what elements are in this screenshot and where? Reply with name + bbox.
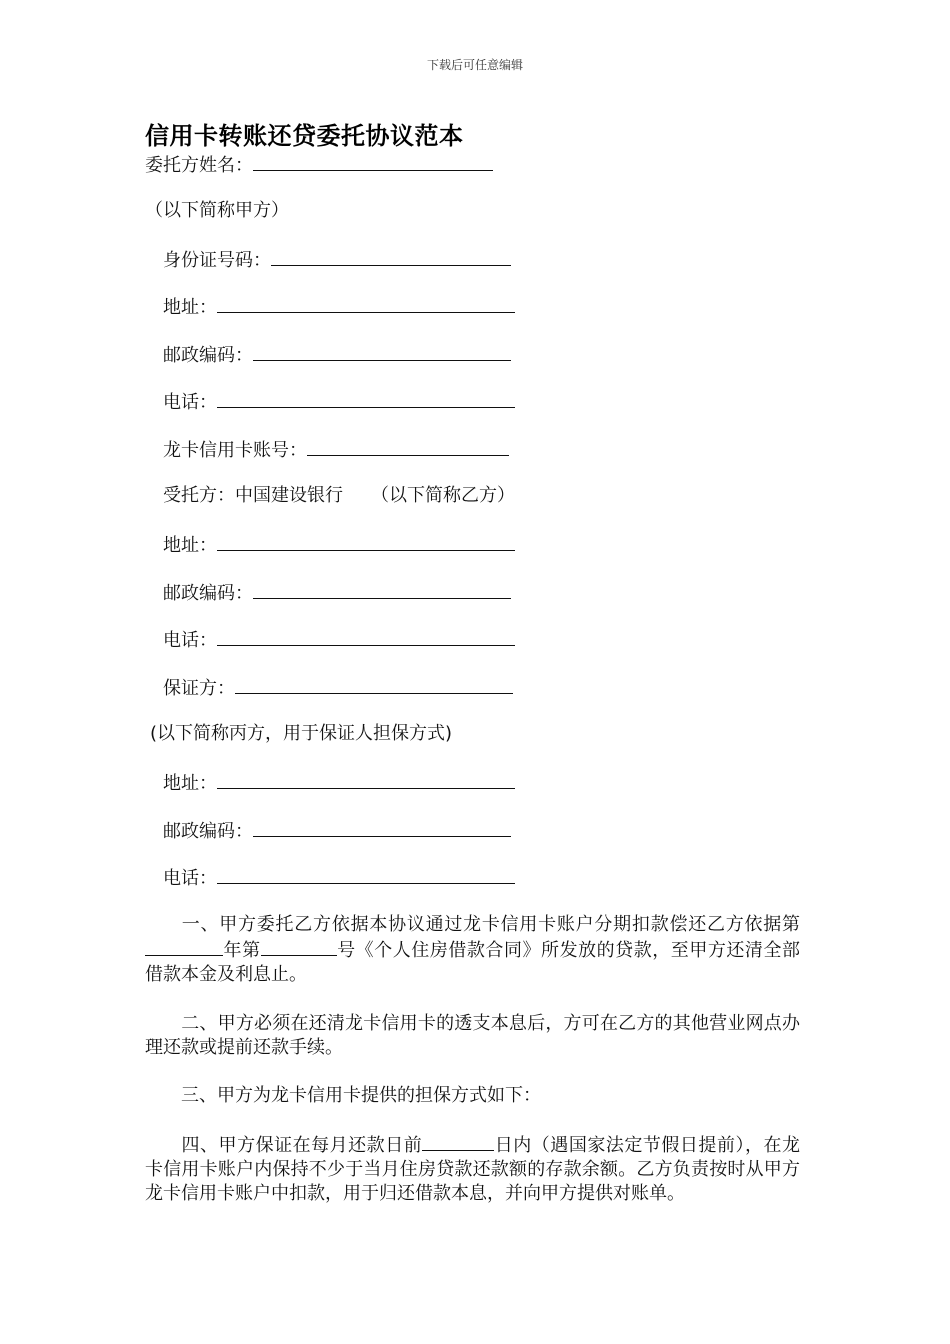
phone-c-row [163,865,515,891]
alias-b-label: （以下简称乙方） [371,485,515,506]
clause-4-blank-days[interactable] [422,1132,494,1151]
document-title: 信用卡转账还贷委托协议范本 [145,122,464,150]
trustee-row [163,484,515,508]
guarantor-row [163,675,513,701]
clause-3 [145,1084,800,1108]
id-number-blank[interactable] [271,247,511,266]
address-a-label: 地址： [163,297,217,318]
phone-c-blank[interactable] [217,865,515,884]
card-account-label: 龙卡信用卡账号： [163,440,307,461]
postcode-c-blank[interactable] [253,818,511,837]
postcode-a-blank[interactable] [253,342,511,361]
address-a-blank[interactable] [217,294,515,313]
clause-1-blank-number[interactable] [261,937,337,956]
phone-a-row [163,389,515,415]
clause-4-text-a: 四、甲方保证在每月还款日前 [181,1135,423,1156]
id-number-row [163,247,511,273]
address-b-blank[interactable] [217,532,515,551]
header-note: 下载后可任意编辑 [426,58,523,72]
postcode-b-row [163,580,511,606]
clause-1-text-c: 号《个人住房借款合同》所发放的贷款，至甲方还清全部借款本金及利息止。 [145,940,800,985]
alias-a-row: （以下简称甲方） [145,200,289,221]
phone-b-blank[interactable] [217,627,515,646]
postcode-b-label: 邮政编码： [163,583,253,604]
phone-b-row [163,627,515,653]
clause-1-text-b: 年第 [223,940,261,961]
address-b-label: 地址： [163,535,217,556]
postcode-b-blank[interactable] [253,580,511,599]
clause-1-text-a: 一、甲方委托乙方依据本协议通过龙卡信用卡账户分期扣款偿还乙方依据第 [181,914,800,935]
clause-2 [145,1012,800,1060]
phone-c-label: 电话： [163,868,217,889]
principal-name-row [145,152,493,178]
principal-name-label: 委托方姓名： [145,155,253,176]
address-c-blank[interactable] [217,770,515,789]
phone-a-blank[interactable] [217,389,515,408]
postcode-c-row [163,818,511,844]
postcode-a-row [163,342,511,368]
postcode-c-label: 邮政编码： [163,821,253,842]
card-account-blank[interactable] [307,437,509,456]
card-account-row [163,437,509,463]
address-c-label: 地址： [163,773,217,794]
id-number-label: 身份证号码： [163,250,271,271]
address-a-row [163,294,515,320]
clause-3-text: 三、甲方为龙卡信用卡提供的担保方式如下： [181,1085,541,1106]
principal-name-blank[interactable] [253,152,493,171]
clause-1 [145,913,800,987]
postcode-a-label: 邮政编码： [163,345,253,366]
clause-1-blank-year[interactable] [145,937,223,956]
trustee-label: 受托方：中国建设银行 [163,485,343,506]
phone-b-label: 电话： [163,630,217,651]
clause-4-text-b: 日内（遇国家法定节假日提前），在龙卡信用卡账户内保持不少于当月住房贷款还款额的存款余额。乙方负责按时从甲方龙卡信用卡账户中扣款，用于归还借款本息，并向甲方提供对账单。 [145,1135,801,1204]
alias-c-row: (以下简称丙方，用于保证人担保方式) [150,723,453,744]
guarantor-blank[interactable] [235,675,513,694]
clause-4 [145,1132,800,1206]
guarantor-label: 保证方： [163,678,235,699]
clause-2-text: 二、甲方必须在还清龙卡信用卡的透支本息后，方可在乙方的其他营业网点办理还款或提前还款手续。 [145,1013,800,1058]
address-b-row [163,532,515,558]
address-c-row [163,770,515,796]
phone-a-label: 电话： [163,392,217,413]
